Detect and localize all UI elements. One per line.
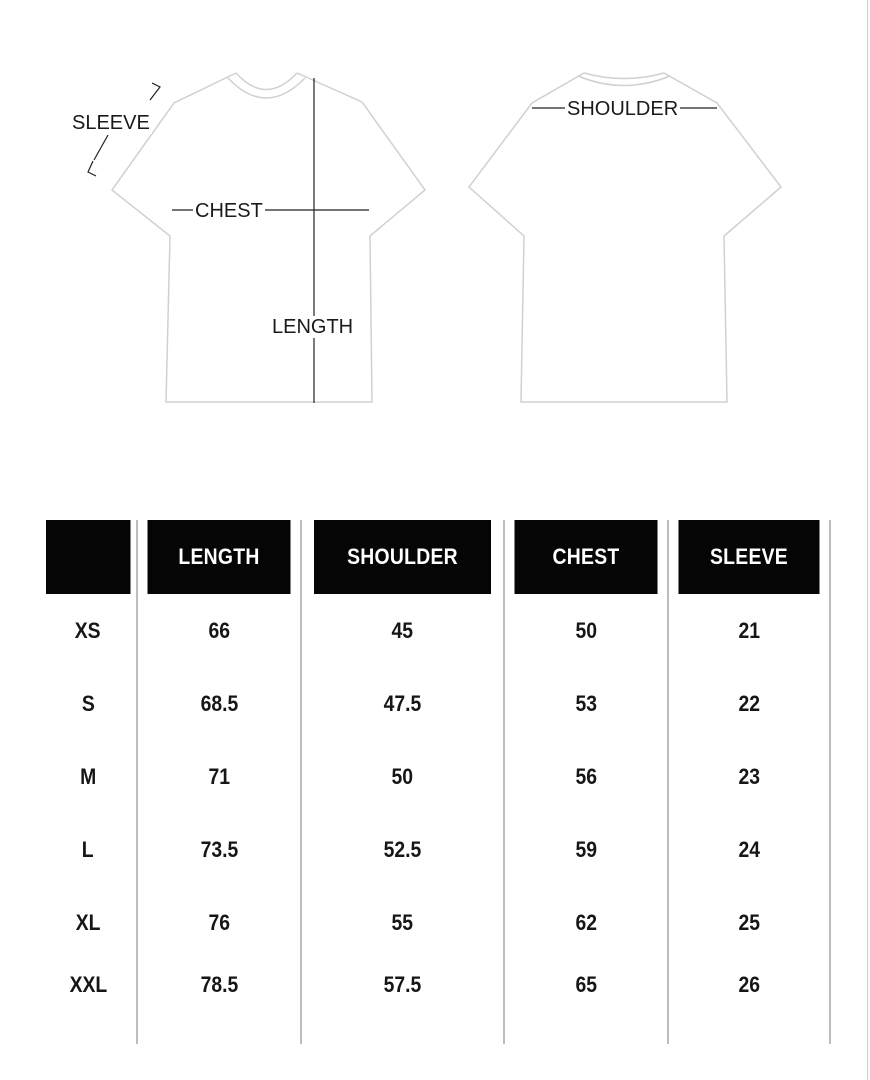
- size-cell: [40, 667, 137, 740]
- front-tshirt-outline: [112, 73, 425, 402]
- sleeve-cell: [668, 886, 830, 959]
- size-chart-table: [40, 520, 831, 1044]
- table-row: [40, 886, 830, 959]
- chest-value: 56: [575, 763, 597, 789]
- chest-cell: [504, 594, 668, 667]
- chest-cell: [504, 886, 668, 959]
- length-cell: [137, 594, 301, 667]
- length-value: 73.5: [200, 836, 238, 862]
- size-value: XXL: [69, 972, 107, 997]
- length-value: 66: [208, 617, 230, 643]
- sleeve-value: 22: [738, 690, 760, 716]
- table-row: [40, 667, 830, 740]
- length-value: 68.5: [200, 690, 238, 716]
- size-cell: [40, 594, 137, 667]
- shoulder-cell: [301, 594, 504, 667]
- size-cell: [40, 959, 137, 1044]
- shoulder-value: 52.5: [383, 836, 422, 862]
- table-row: [40, 813, 830, 886]
- table-header-row: [40, 520, 830, 594]
- chest-cell: [504, 667, 668, 740]
- length-cell: [137, 740, 301, 813]
- header-shoulder: SHOULDER: [313, 520, 492, 594]
- header-chest: CHEST: [514, 520, 658, 594]
- length-cell: [137, 959, 301, 1044]
- length-value: 71: [208, 763, 230, 789]
- header-length: LENGTH: [147, 520, 291, 594]
- shoulder-cell: [301, 886, 504, 959]
- size-cell: [40, 740, 137, 813]
- sleeve-cell: [668, 740, 830, 813]
- size-cell: [40, 886, 137, 959]
- sleeve-cell: [668, 959, 830, 1044]
- measurement-diagram: [0, 0, 870, 440]
- shoulder-label: SHOULDER: [567, 98, 679, 120]
- sleeve-value: 23: [738, 763, 760, 789]
- shoulder-value: 57.5: [383, 972, 422, 997]
- shoulder-value: 50: [391, 763, 414, 789]
- size-value: XL: [75, 909, 101, 935]
- size-value: M: [79, 763, 97, 789]
- size-value: XS: [75, 617, 101, 643]
- shoulder-cell: [301, 740, 504, 813]
- sleeve-value: 25: [738, 909, 760, 935]
- sleeve-label: SLEEVE: [72, 112, 150, 134]
- shoulder-value: 55: [391, 909, 414, 935]
- size-value: S: [81, 690, 95, 716]
- chest-cell: [504, 959, 668, 1044]
- header-size: [46, 520, 131, 594]
- sleeve-value: 24: [738, 836, 760, 862]
- shoulder-value: 45: [391, 617, 414, 643]
- chest-value: 59: [575, 836, 597, 862]
- sleeve-cell: [668, 813, 830, 886]
- table-row: [40, 740, 830, 813]
- length-value: 76: [208, 909, 230, 935]
- sleeve-value: 21: [738, 617, 760, 643]
- sleeve-cell: [668, 594, 830, 667]
- sleeve-value: 26: [738, 972, 760, 997]
- chest-value: 65: [575, 972, 597, 997]
- length-value: 78.5: [200, 972, 238, 997]
- back-tshirt-outline: [469, 73, 781, 402]
- chest-value: 53: [575, 690, 597, 716]
- chest-cell: [504, 740, 668, 813]
- chest-value: 62: [575, 909, 597, 935]
- size-cell: [40, 813, 137, 886]
- shoulder-cell: [301, 667, 504, 740]
- table-row: [40, 959, 830, 1044]
- length-cell: [137, 667, 301, 740]
- chest-value: 50: [575, 617, 597, 643]
- length-label: LENGTH: [272, 316, 354, 338]
- shoulder-cell: [301, 813, 504, 886]
- table-row: [40, 594, 830, 667]
- header-sleeve: SLEEVE: [678, 520, 821, 594]
- shoulder-value: 47.5: [383, 690, 422, 716]
- sleeve-cell: [668, 667, 830, 740]
- shoulder-cell: [301, 959, 504, 1044]
- length-cell: [137, 813, 301, 886]
- tshirt-outlines: [0, 0, 870, 440]
- size-value: L: [82, 836, 94, 862]
- chest-label: CHEST: [195, 200, 263, 222]
- chest-cell: [504, 813, 668, 886]
- length-cell: [137, 886, 301, 959]
